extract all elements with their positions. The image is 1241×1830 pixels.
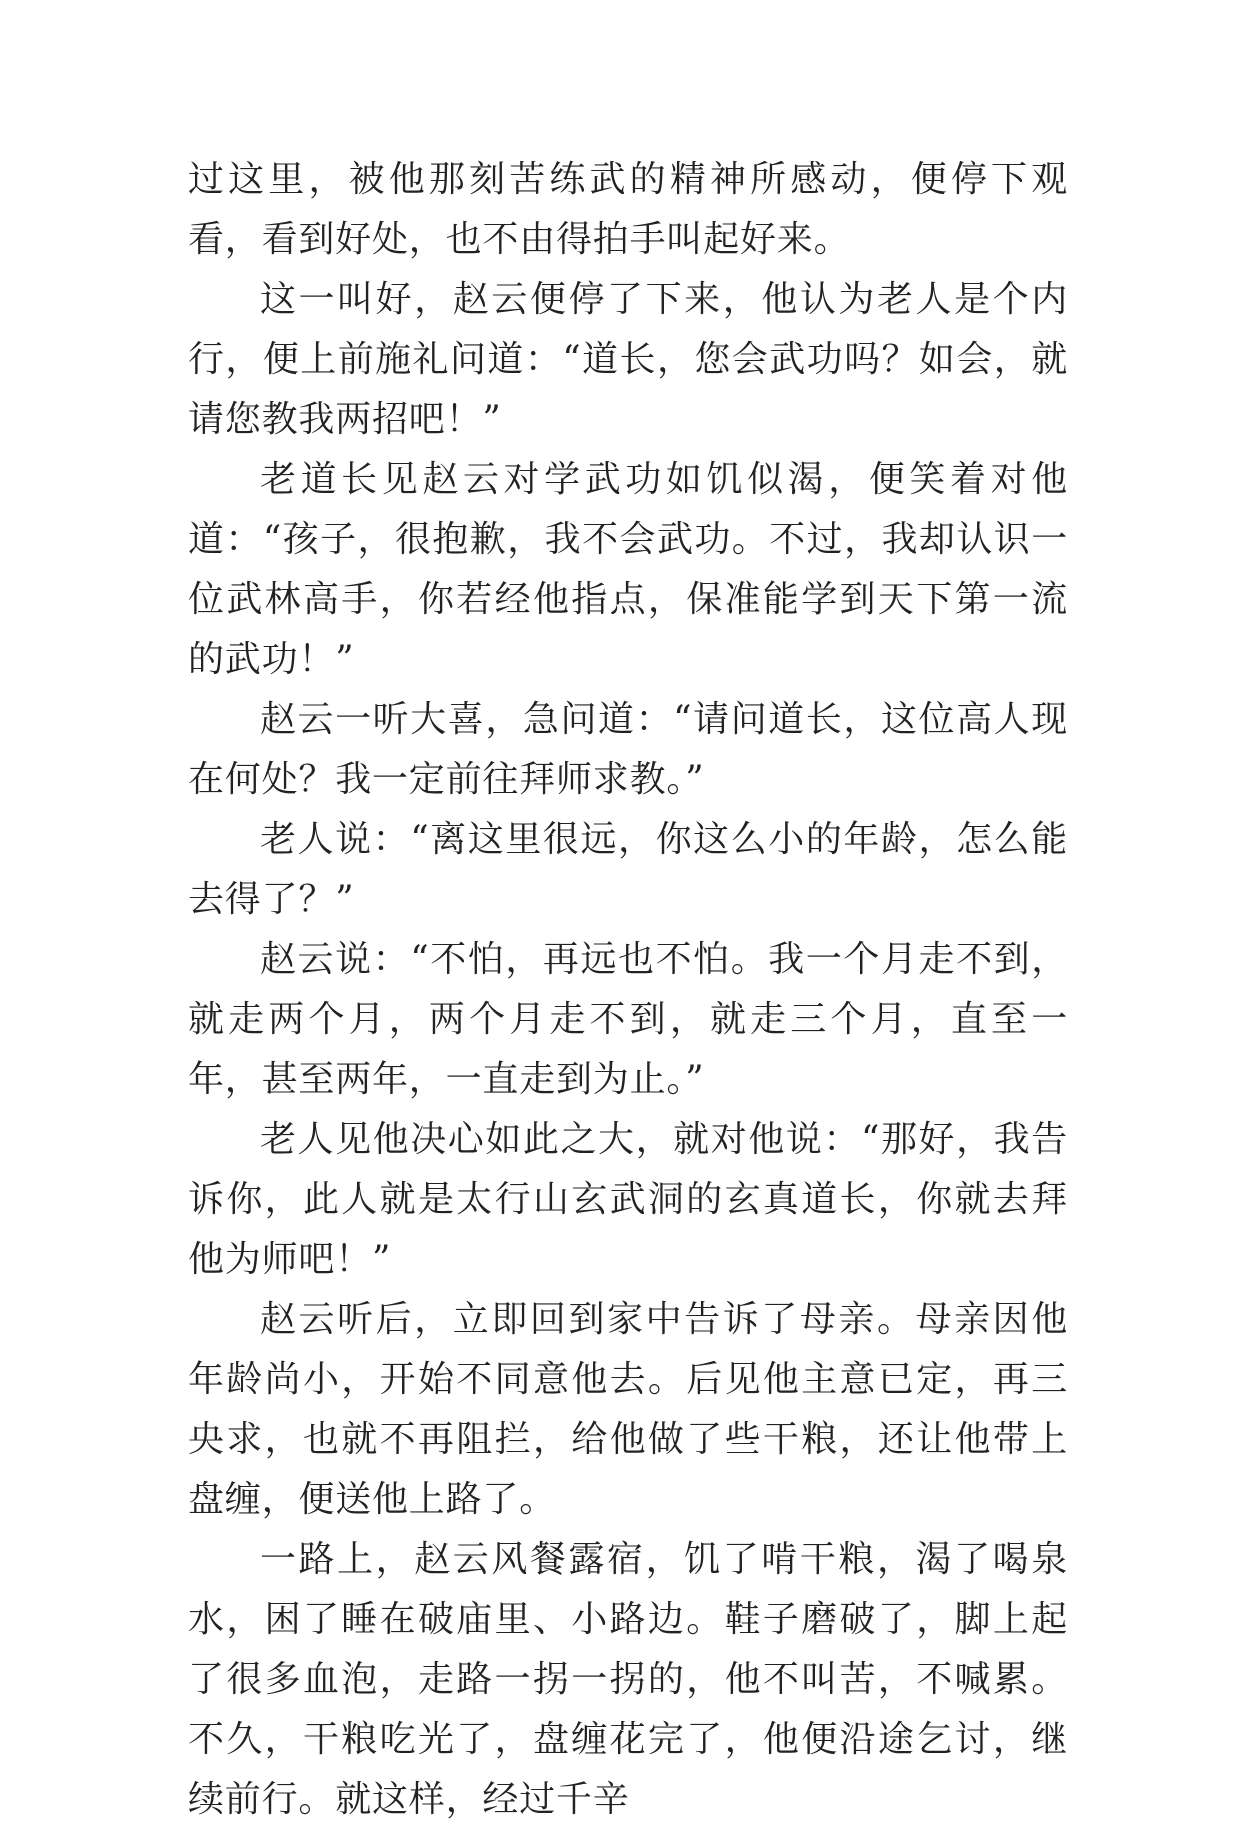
paragraph: 赵云说：“不怕，再远也不怕。我一个月走不到，就走两个月，两个月走不到，就走三个月，直至一年，甚至两年，一直走到为止。” [188, 939, 1068, 1100]
paragraph: 这一叫好，赵云便停了下来，他认为老人是个内行，便上前施礼问道：“道长，您会武功吗？如会，就请您教我两招吧！” [188, 279, 1068, 440]
paragraph: 过这里，被他那刻苦练武的精神所感动，便停下观看，看到好处，也不由得拍手叫起好来。 [188, 159, 1068, 260]
body-text [188, 150, 1068, 1830]
paragraph: 老人说：“离这里很远，你这么小的年龄，怎么能去得了？” [188, 819, 1068, 920]
paragraph: 一路上，赵云风餐露宿，饥了啃干粮，渴了喝泉水，困了睡在破庙里、小路边。鞋子磨破了，脚上起了很多血泡，走路一拐一拐的，他不叫苦，不喊累。不久，干粮吃光了，盘缠花完了，他便沿途乞讨，继续前行。就这样，经过千辛 [188, 1539, 1068, 1820]
paragraph: 老道长见赵云对学武功如饥似渴，便笑着对他道：“孩子，很抱歉，我不会武功。不过，我却认识一位武林高手，你若经他指点，保准能学到天下第一流的武功！” [188, 459, 1068, 680]
paragraph: 赵云听后，立即回到家中告诉了母亲。母亲因他年龄尚小，开始不同意他去。后见他主意已定，再三央求，也就不再阻拦，给他做了些干粮，还让他带上盘缠，便送他上路了。 [188, 1299, 1068, 1520]
paragraph: 老人见他决心如此之大，就对他说：“那好，我告诉你，此人就是太行山玄武洞的玄真道长，你就去拜他为师吧！” [188, 1119, 1068, 1280]
paragraph: 赵云一听大喜，急问道：“请问道长，这位高人现在何处？我一定前往拜师求教。” [188, 699, 1068, 800]
